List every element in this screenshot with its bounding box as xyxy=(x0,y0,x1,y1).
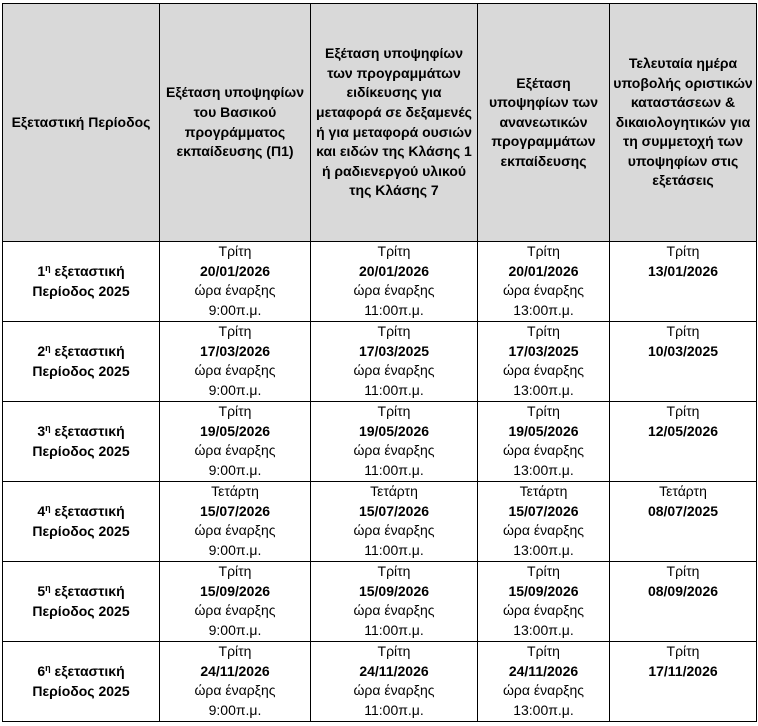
exam-date: 15/09/2026 xyxy=(199,582,271,599)
exam-day: Τρίτη xyxy=(527,323,560,339)
exam-time: 13:00π.μ. xyxy=(513,701,574,718)
start-time-label: ώρα έναρξης xyxy=(503,442,584,459)
deadline-date: 10/03/2025 xyxy=(647,342,719,359)
start-time-label: ώρα έναρξης xyxy=(503,522,584,539)
period-cell xyxy=(3,322,160,402)
exam-date: 15/07/2026 xyxy=(358,502,430,519)
period-ordinal-suffix: η xyxy=(45,502,51,513)
period-title xyxy=(5,582,157,602)
period-year: Περίοδος 2025 xyxy=(32,602,130,619)
start-time-label: ώρα έναρξης xyxy=(353,522,435,539)
exam-cell xyxy=(478,242,610,322)
start-time-label: ώρα έναρξης xyxy=(353,602,435,619)
period-cell xyxy=(3,562,160,642)
start-time-label: ώρα έναρξης xyxy=(194,362,276,379)
exam-date: 17/03/2025 xyxy=(508,342,579,359)
header-row xyxy=(3,4,757,242)
period-cell xyxy=(3,642,160,722)
exam-date: 15/09/2026 xyxy=(358,582,430,599)
exam-cell xyxy=(160,642,311,722)
deadline-cell xyxy=(610,642,757,722)
period-word: εξεταστική xyxy=(50,262,125,279)
period-year: Περίοδος 2025 xyxy=(32,362,130,379)
exam-cell xyxy=(311,642,478,722)
period-year: Περίοδος 2025 xyxy=(32,522,130,539)
start-time-label: ώρα έναρξης xyxy=(194,282,276,299)
exam-schedule-table xyxy=(2,3,757,722)
period-ordinal-suffix: η xyxy=(45,582,51,593)
period-cell xyxy=(3,242,160,322)
exam-cell xyxy=(311,402,478,482)
table-row xyxy=(3,642,757,722)
exam-date: 19/05/2026 xyxy=(508,422,579,439)
exam-day: Τρίτη xyxy=(377,243,411,259)
period-title xyxy=(5,502,157,522)
exam-day: Τρίτη xyxy=(218,243,252,259)
deadline-cell xyxy=(610,322,757,402)
deadline-day: Τετάρτη xyxy=(659,483,707,499)
exam-day: Τρίτη xyxy=(218,563,252,579)
table-row xyxy=(3,482,757,562)
exam-cell xyxy=(311,482,478,562)
start-time-label: ώρα έναρξης xyxy=(353,442,435,459)
exam-day: Τρίτη xyxy=(218,643,252,659)
exam-time: 11:00π.μ. xyxy=(364,461,424,478)
start-time-label: ώρα έναρξης xyxy=(194,442,276,459)
period-word: εξεταστική xyxy=(50,502,125,519)
period-title xyxy=(5,262,157,282)
exam-day: Τρίτη xyxy=(527,643,560,659)
exam-date: 20/01/2026 xyxy=(199,262,271,279)
header-submission-deadline: Τελευταία ημέρα υποβολής οριστικών καταστάσεων & δικαιολογητικών για τη συμμετοχή των υποψηφίων στις εξετάσεις xyxy=(610,4,757,242)
deadline-date: 08/09/2026 xyxy=(647,582,719,599)
period-cell xyxy=(3,482,160,562)
period-word: εξεταστική xyxy=(50,422,125,439)
period-number: 2 xyxy=(37,342,46,359)
deadline-day: Τρίτη xyxy=(666,403,700,419)
exam-date: 15/07/2026 xyxy=(508,502,579,519)
exam-cell xyxy=(160,562,311,642)
exam-date: 15/09/2026 xyxy=(508,582,579,599)
exam-cell xyxy=(311,242,478,322)
exam-cell xyxy=(160,402,311,482)
start-time-label: ώρα έναρξης xyxy=(353,682,435,699)
deadline-day: Τρίτη xyxy=(666,563,700,579)
exam-day: Τρίτη xyxy=(527,563,560,579)
exam-date: 20/01/2026 xyxy=(508,262,579,279)
deadline-date: 13/01/2026 xyxy=(647,262,719,279)
start-time-label: ώρα έναρξης xyxy=(194,682,276,699)
table-row xyxy=(3,322,757,402)
exam-cell xyxy=(160,482,311,562)
exam-date: 24/11/2026 xyxy=(359,662,429,679)
start-time-label: ώρα έναρξης xyxy=(194,522,276,539)
deadline-date: 12/05/2026 xyxy=(647,422,719,439)
exam-time: 13:00π.μ. xyxy=(513,541,574,558)
period-ordinal-suffix: η xyxy=(45,422,51,433)
period-number: 4 xyxy=(37,502,46,519)
period-number: 6 xyxy=(37,662,46,679)
exam-time: 13:00π.μ. xyxy=(513,621,574,638)
deadline-cell xyxy=(610,242,757,322)
deadline-date: 08/07/2025 xyxy=(647,502,719,519)
table-row xyxy=(3,402,757,482)
exam-time: 11:00π.μ. xyxy=(364,301,424,318)
exam-day: Τρίτη xyxy=(377,563,411,579)
exam-cell xyxy=(311,562,478,642)
exam-time: 11:00π.μ. xyxy=(364,381,424,398)
start-time-label: ώρα έναρξης xyxy=(503,362,584,379)
exam-day: Τρίτη xyxy=(377,403,411,419)
header-specialization-program: Εξέταση υποψηφίων των προγραμμάτων ειδίκευσης για μεταφορά σε δεξαμενές ή για μεταφορά ουσιών και ειδών της Κλάσης 1 ή ραδιενεργού υλικού της Κλάσης 7 xyxy=(311,4,478,242)
deadline-day: Τρίτη xyxy=(666,323,700,339)
exam-time: 13:00π.μ. xyxy=(513,381,574,398)
exam-day: Τρίτη xyxy=(218,323,252,339)
header-period: Εξεταστική Περίοδος xyxy=(3,4,160,242)
deadline-cell xyxy=(610,402,757,482)
deadline-day: Τρίτη xyxy=(666,243,700,259)
period-cell xyxy=(3,402,160,482)
exam-day: Τετάρτη xyxy=(519,483,568,499)
deadline-day: Τρίτη xyxy=(666,643,700,659)
period-word: εξεταστική xyxy=(50,582,125,599)
deadline-cell xyxy=(610,562,757,642)
exam-cell xyxy=(478,482,610,562)
period-title xyxy=(5,342,157,362)
exam-time: 13:00π.μ. xyxy=(513,301,574,318)
start-time-label: ώρα έναρξης xyxy=(503,602,584,619)
exam-date: 19/05/2026 xyxy=(358,422,430,439)
period-title xyxy=(5,662,157,682)
deadline-cell xyxy=(610,482,757,562)
exam-time: 9:00π.μ. xyxy=(208,541,262,558)
period-word: εξεταστική xyxy=(50,662,125,679)
start-time-label: ώρα έναρξης xyxy=(503,282,584,299)
exam-time: 9:00π.μ. xyxy=(208,701,262,718)
exam-time: 9:00π.μ. xyxy=(208,381,262,398)
period-year: Περίοδος 2025 xyxy=(32,282,130,299)
exam-time: 9:00π.μ. xyxy=(208,461,262,478)
header-refresher-program: Εξέταση υποψηφίων των ανανεωτικών προγραμμάτων εκπαίδευσης xyxy=(478,4,610,242)
exam-time: 9:00π.μ. xyxy=(208,301,262,318)
exam-time: 9:00π.μ. xyxy=(208,621,262,638)
exam-cell xyxy=(160,242,311,322)
period-number: 3 xyxy=(37,422,46,439)
period-title xyxy=(5,422,157,442)
exam-date: 15/07/2026 xyxy=(199,502,271,519)
exam-cell xyxy=(478,322,610,402)
period-ordinal-suffix: η xyxy=(45,662,51,673)
exam-time: 11:00π.μ. xyxy=(364,541,424,558)
exam-day: Τρίτη xyxy=(377,323,411,339)
exam-date: 24/11/2026 xyxy=(508,662,579,679)
exam-date: 19/05/2026 xyxy=(199,422,271,439)
period-ordinal-suffix: η xyxy=(45,262,51,273)
exam-cell xyxy=(311,322,478,402)
start-time-label: ώρα έναρξης xyxy=(194,602,276,619)
start-time-label: ώρα έναρξης xyxy=(353,282,435,299)
table-row xyxy=(3,562,757,642)
exam-time: 11:00π.μ. xyxy=(364,701,424,718)
exam-day: Τρίτη xyxy=(527,243,560,259)
exam-day: Τετάρτη xyxy=(370,483,418,499)
deadline-date: 17/11/2026 xyxy=(648,662,718,679)
period-year: Περίοδος 2025 xyxy=(32,442,130,459)
period-number: 1 xyxy=(37,262,46,279)
period-number: 5 xyxy=(37,582,46,599)
exam-cell xyxy=(160,322,311,402)
exam-cell xyxy=(478,562,610,642)
table-row xyxy=(3,242,757,322)
exam-cell xyxy=(478,402,610,482)
exam-cell xyxy=(478,642,610,722)
exam-time: 13:00π.μ. xyxy=(513,461,574,478)
exam-date: 24/11/2026 xyxy=(200,662,270,679)
exam-day: Τετάρτη xyxy=(211,483,259,499)
header-basic-program: Εξέταση υποψηφίων του Βασικού προγράμματος εκπαίδευσης (Π1) xyxy=(160,4,311,242)
period-ordinal-suffix: η xyxy=(45,342,51,353)
exam-date: 20/01/2026 xyxy=(358,262,430,279)
period-year: Περίοδος 2025 xyxy=(32,682,130,699)
period-word: εξεταστική xyxy=(50,342,125,359)
exam-date: 17/03/2026 xyxy=(199,342,271,359)
start-time-label: ώρα έναρξης xyxy=(503,682,584,699)
exam-day: Τρίτη xyxy=(377,643,411,659)
schedule-body xyxy=(3,242,757,722)
exam-day: Τρίτη xyxy=(527,403,560,419)
exam-date: 17/03/2025 xyxy=(358,342,430,359)
exam-time: 11:00π.μ. xyxy=(364,621,424,638)
exam-day: Τρίτη xyxy=(218,403,252,419)
start-time-label: ώρα έναρξης xyxy=(353,362,435,379)
